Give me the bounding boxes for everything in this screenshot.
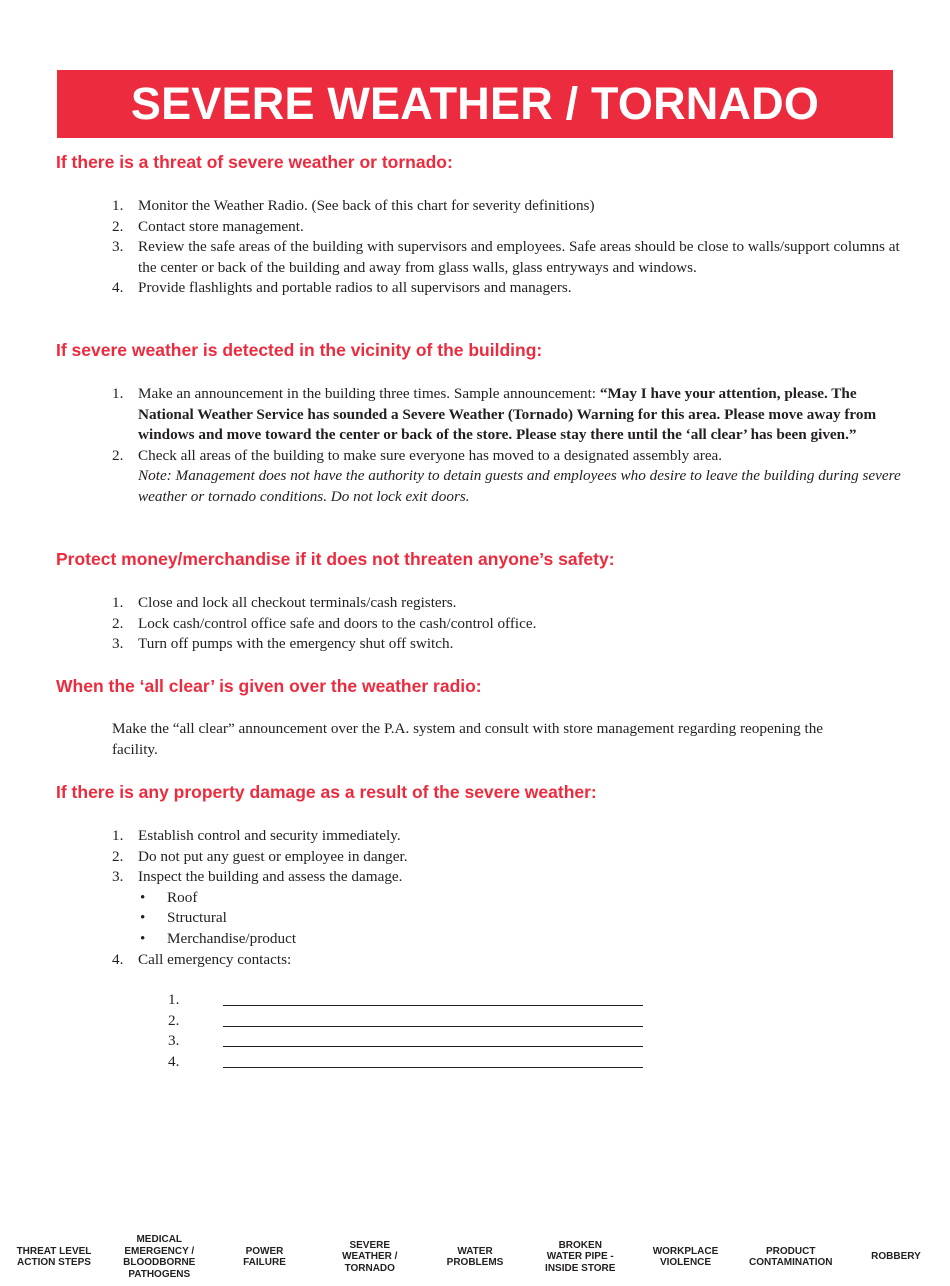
footer-tab-water-problems[interactable]: WATER PROBLEMS — [446, 1245, 504, 1268]
list-item — [112, 634, 902, 655]
item-text: Close and lock all checkout terminals/cash registers. — [138, 594, 457, 611]
damage-steps-list — [112, 826, 902, 970]
section-heading-all-clear: When the ‘all clear’ is given over the weather radio: — [56, 676, 482, 696]
contact-number: 1. — [168, 991, 180, 1008]
contact-blank[interactable] — [223, 1067, 643, 1068]
list-item — [112, 950, 902, 971]
footer-tab-medical[interactable]: MEDICAL EMERGENCY / BLOODBORNE PATHOGENS — [123, 1234, 196, 1280]
vicinity-steps-list — [112, 384, 902, 508]
contact-number: 2. — [168, 1011, 180, 1029]
list-item — [112, 614, 902, 635]
bullet-item — [138, 888, 902, 909]
item-text: Make an announcement in the building three times. Sample announcement: — [138, 385, 600, 402]
item-number: 1. — [112, 385, 124, 402]
threat-steps-list — [112, 196, 902, 299]
protect-steps-list — [112, 593, 902, 655]
list-item — [112, 593, 902, 614]
item-number: 3. — [112, 635, 124, 653]
contact-line — [168, 1031, 179, 1052]
footer-tab-severe-weather[interactable]: SEVERE WEATHER / TORNADO — [342, 1239, 398, 1274]
item-text: Provide flashlights and portable radios to all supervisors and managers. — [138, 279, 572, 297]
section-heading-vicinity: If severe weather is detected in the vicinity of the building: — [56, 340, 543, 360]
bullet-text: Roof — [167, 888, 198, 906]
item-number: 2. — [112, 217, 124, 235]
section-heading-threat: If there is a threat of severe weather or tornado: — [56, 152, 453, 172]
footer-tab-power-failure[interactable]: POWER FAILURE — [243, 1245, 286, 1268]
page-title: SEVERE WEATHER / TORNADO — [57, 70, 893, 138]
item-text: Establish control and security immediately. — [138, 827, 401, 844]
bullet-glyph: • — [140, 888, 146, 906]
bullet-item — [138, 908, 902, 929]
contact-blank[interactable] — [223, 1026, 643, 1027]
item-text: Turn off pumps with the emergency shut off switch. — [138, 635, 454, 653]
footer-tabs — [0, 1232, 950, 1282]
list-item — [112, 217, 902, 238]
item-text: Call emergency contacts: — [138, 950, 292, 968]
list-item — [112, 278, 902, 299]
item-text: Check all areas of the building to make sure everyone has moved to a designated assembly area. — [138, 446, 723, 464]
item-number: 2. — [112, 847, 124, 865]
contact-blank[interactable] — [223, 1046, 643, 1047]
section-heading-protect: Protect money/merchandise if it does not threaten anyone’s safety: — [56, 549, 615, 569]
emergency-contacts-list — [168, 990, 179, 1072]
contact-line — [168, 990, 179, 1011]
item-text: Inspect the building and assess the damage. — [138, 868, 403, 886]
footer-tab-broken-pipe[interactable]: BROKEN WATER PIPE - INSIDE STORE — [545, 1239, 616, 1274]
list-item — [112, 196, 902, 217]
item-text: Do not put any guest or employee in danger. — [138, 847, 408, 865]
item-number: 2. — [112, 614, 124, 632]
list-item — [112, 867, 902, 949]
contact-line — [168, 1052, 179, 1073]
item-number: 1. — [112, 594, 124, 611]
contact-number: 3. — [168, 1032, 180, 1050]
bullet-glyph: • — [140, 929, 146, 947]
list-item — [112, 446, 902, 508]
item-text: Lock cash/control office safe and doors to the cash/control office. — [138, 614, 537, 632]
all-clear-paragraph: Make the “all clear” announcement over the P.A. system and consult with store management regarding reopening the facility. — [112, 720, 824, 758]
item-number: 1. — [112, 827, 124, 844]
item-number: 3. — [112, 868, 124, 886]
item-number: 2. — [112, 446, 124, 464]
contact-number: 4. — [168, 1052, 180, 1070]
footer-tab-robbery[interactable]: ROBBERY — [871, 1251, 921, 1263]
bullet-text: Structural — [167, 909, 227, 927]
list-item — [112, 847, 902, 868]
section-heading-damage: If there is any property damage as a result of the severe weather: — [56, 782, 597, 802]
item-text: Contact store management. — [138, 217, 304, 235]
contact-blank[interactable] — [223, 1005, 643, 1006]
list-item — [112, 237, 902, 278]
item-number: 3. — [112, 238, 124, 256]
item-text: Monitor the Weather Radio. (See back of this chart for severity definitions) — [138, 197, 595, 214]
bullet-text: Merchandise/product — [167, 929, 297, 947]
management-note: Note: Management does not have the authority to detain guests and employees who desire to leave the building during severe weather or tornado conditions. Do not lock exit doors. — [138, 467, 901, 505]
damage-bullets — [138, 888, 902, 950]
list-item — [112, 826, 902, 847]
footer-tab-product-contamination[interactable]: PRODUCT CONTAMINATION — [748, 1245, 833, 1268]
footer-tab-workplace-violence[interactable]: WORKPLACE VIOLENCE — [652, 1245, 719, 1268]
item-text: Review the safe areas of the building with supervisors and employees. Safe areas should be close to walls/support columns at the center or back of the building and away from glass walls, glass entryways and windows. — [138, 238, 900, 276]
contact-line — [168, 1011, 179, 1032]
list-item — [112, 384, 902, 446]
footer-tab-threat-level[interactable]: THREAT LEVEL ACTION STEPS — [16, 1245, 92, 1268]
item-number: 4. — [112, 950, 124, 968]
item-number: 4. — [112, 279, 124, 297]
bullet-glyph: • — [140, 909, 146, 927]
sample-announcement: “May I have your attention, please. The National Weather Service has sounded a Severe Weather (Tornado) Warning for this area. Please move away from windows and move toward the center or back of the store. Please stay there until the ‘all clear’ has been given.” — [138, 385, 877, 444]
item-number: 1. — [112, 197, 124, 214]
bullet-item — [138, 929, 902, 950]
